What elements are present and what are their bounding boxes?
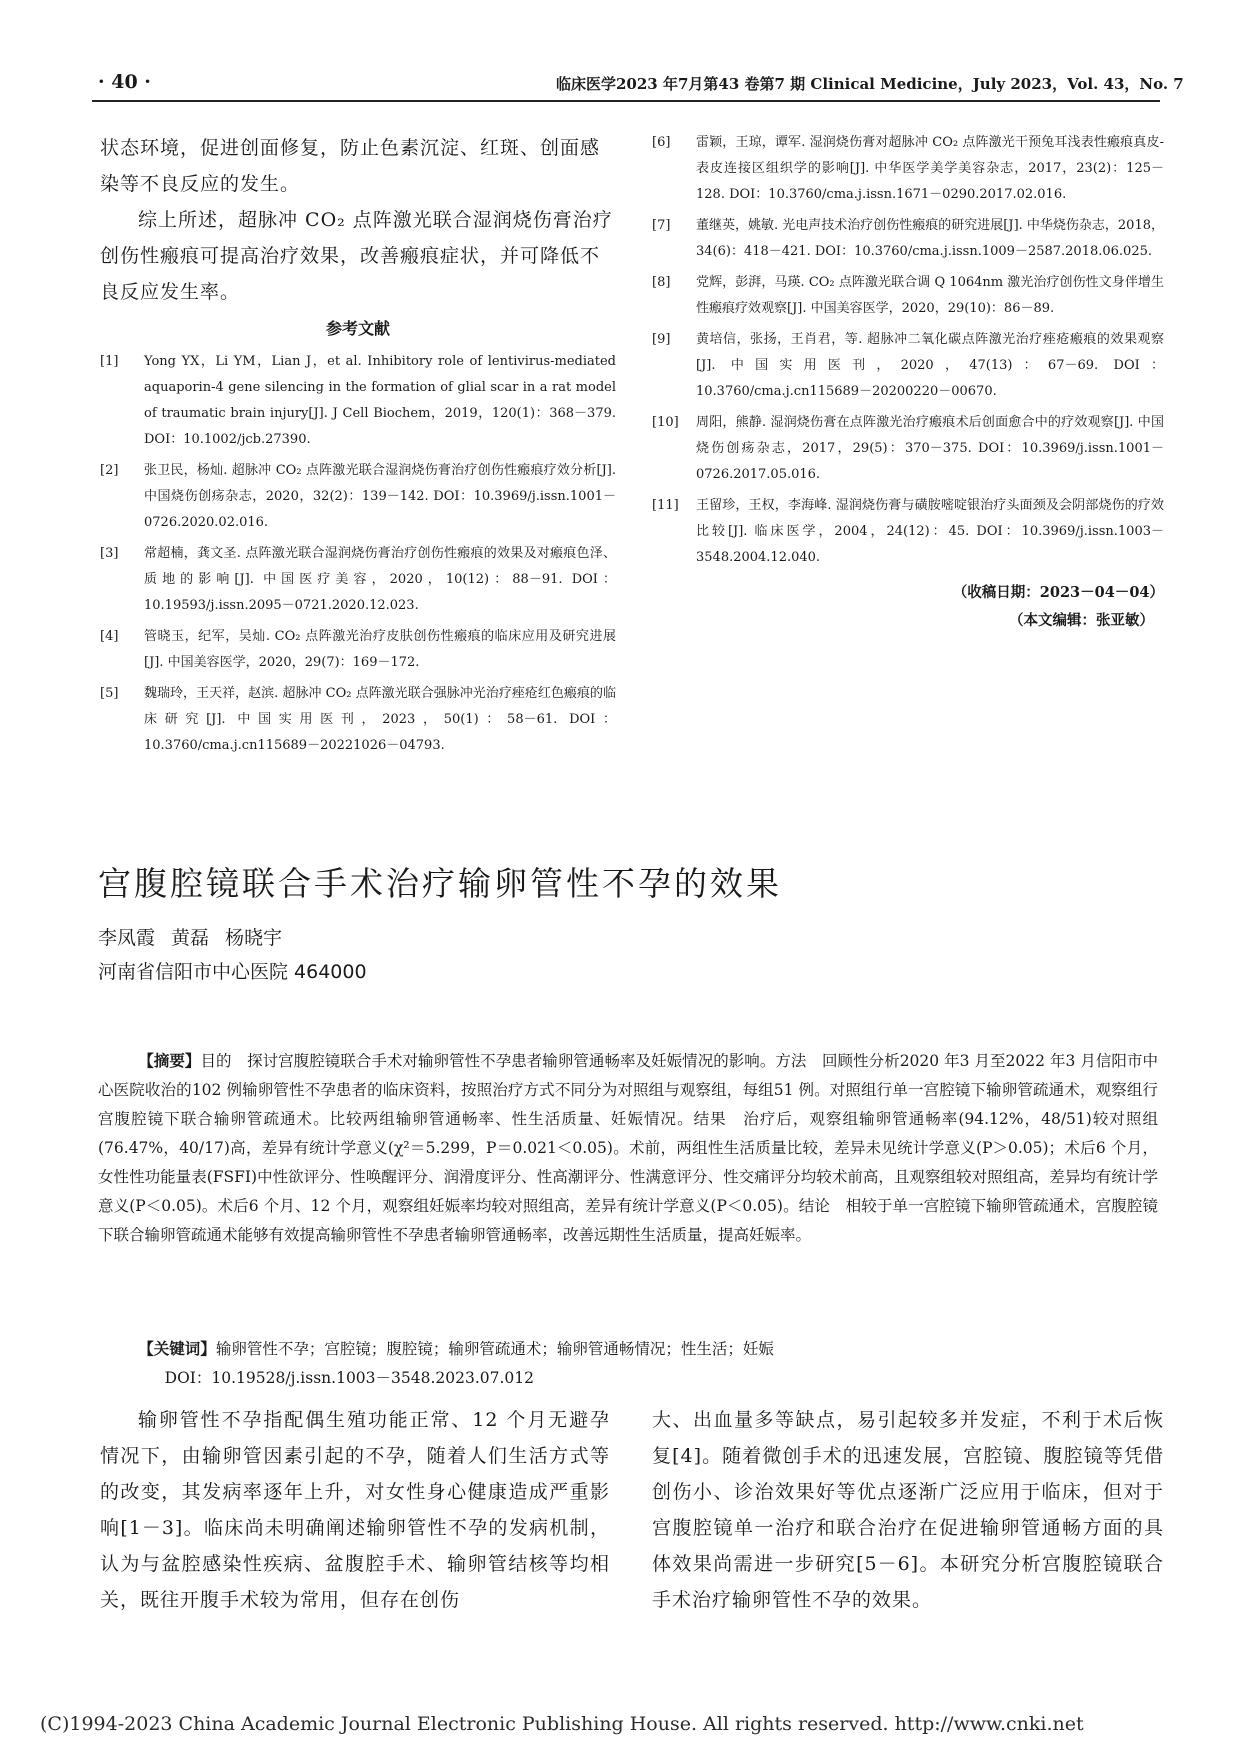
prev-article-paragraph: 状态环境，促进创面修复，防止色素沉淀、红斑、创面感染等不良反应的发生。: [100, 137, 601, 195]
reference-item: [100, 458, 616, 536]
reference-item: [100, 681, 616, 759]
reference-number: [1]: [100, 354, 119, 369]
reference-text: 常超楠，龚文圣. 点阵激光联合湿润烧伤膏治疗创伤性瘢痕的效果及对瘢痕色泽、质地的影响[J]. 中国医疗美容，2020，10(12)：88－91. DOI：10.19593/j.issn.2095－0721.2020.12.023.: [144, 546, 616, 613]
intro-left-column: [100, 1402, 610, 1618]
abstract-label: 【摘要】: [138, 1051, 201, 1070]
references-list-left: [100, 349, 616, 759]
reference-number: [10]: [652, 415, 679, 430]
reference-number: [7]: [652, 218, 671, 233]
article-doi: DOI：10.19528/j.issn.1003－3548.2023.07.012: [164, 1369, 535, 1387]
keywords-block: [98, 1334, 1158, 1393]
prev-article-left-column: [100, 130, 616, 764]
reference-number: [2]: [100, 463, 119, 478]
intro-paragraph-right: 大、出血量多等缺点，易引起较多并发症，不利于术后恢复[4]。随着微创手术的迅速发展，宫腔镜、腹腔镜等凭借创伤小、诊治效果好等优点逐渐广泛应用于临床，但对于宫腹腔镜单一治疗和联合治疗在促进输卵管通畅方面的具体效果尚需进一步研究[5－6]。本研究分析宫腹腔镜联合手术治疗输卵管性不孕的效果。: [652, 1409, 1164, 1611]
abstract-text: 目的 探讨宫腹腔镜联合手术对输卵管性不孕患者输卵管通畅率及妊娠情况的影响。方法 回顾性分析2020 年3 月至2022 年3 月信阳市中心医院收治的102 例输卵管性不孕患者的临床资料，按照治疗方式不同分为对照组与观察组，每组51 例。对照组行单一宫腔镜下输卵管疏通术，观察组行宫腹腔镜下联合输卵管疏通术。比较两组输卵管通畅率、性生活质量、妊娠情况。结果 治疗后，观察组输卵管通畅率(94.12%，48/51)较对照组(76.47%，40/17)高，差异有统计学意义(χ²＝5.299，P＝0.021＜0.05)。术前，两组性生活质量比较，差异未见统计学意义(P＞0.05)；术后6 个月，女性性功能量表(FSFI)中性欲评分、性唤醒评分、润滑度评分、性高潮评分、性满意评分、性交痛评分均较术前高，且观察组较对照组高，差异均有统计学意义(P＜0.05)。术后6 个月、12 个月，观察组妊娠率均较对照组高，差异有统计学意义(P＜0.05)。结论 相较于单一宫腔镜下输卵管疏通术，宫腹腔镜下联合输卵管疏通术能够有效提高输卵管性不孕患者输卵管通畅率，改善远期性生活质量，提高妊娠率。: [98, 1052, 1158, 1244]
reference-text: 雷颖，王琼，谭军. 湿润烧伤膏对超脉冲 CO₂ 点阵激光干预兔耳浅表性瘢痕真皮-表皮连接区组织学的影响[J]. 中华医学美学美容杂志，2017，23(2)：125－128. DOI：10.3760/cma.j.issn.1671－0290.2017.02.016.: [696, 135, 1164, 202]
reference-text: 魏瑞玲，王天祥，赵滨. 超脉冲 CO₂ 点阵激光联合强脉冲光治疗痤疮红色瘢痕的临床研究[J]. 中国实用医刊，2023，50(1)：58－61. DOI：10.3760/cma.j.cn115689－20221026－04793.: [144, 686, 616, 753]
editor-note: （本文编辑：张亚敏）: [1009, 612, 1154, 629]
reference-text: 黄培信，张扬，王肖君，等. 超脉冲二氧化碳点阵激光治疗痤疮瘢痕的效果观察[J]. 中国实用医刊，2020，47(13)：67－69. DOI：10.3760/cma.j.cn115689－20200220－00670.: [696, 332, 1164, 399]
reference-text: 董继英，姚敏. 光电声技术治疗创伤性瘢痕的研究进展[J]. 中华烧伤杂志，2018，34(6)：418－421. DOI：10.3760/cma.j.issn.1009－2587.2018.06.025.: [696, 218, 1164, 259]
reference-item: [652, 410, 1164, 488]
reference-item: [100, 541, 616, 619]
reference-text: 张卫民，杨灿. 超脉冲 CO₂ 点阵激光联合湿润烧伤膏治疗创伤性瘢痕疗效分析[J]. 中国烧伤创疡杂志，2020，32(2)：139－142. DOI：10.3969/j.issn.1001－0726.2020.02.016.: [144, 463, 616, 530]
reference-number: [4]: [100, 629, 119, 644]
reference-number: [5]: [100, 686, 119, 701]
reference-number: [3]: [100, 546, 119, 561]
references-heading: 参考文献: [325, 319, 390, 338]
received-date: （收稿日期：2023－04－04）: [952, 584, 1164, 601]
prev-article-right-column: [652, 130, 1164, 635]
reference-text: 王留珍，王权，李海峰. 湿润烧伤膏与磺胺嘧啶银治疗头面颈及会阴部烧伤的疗效比较[J]. 临床医学，2004，24(12)：45. DOI：10.3969/j.issn.1003－3548.2004.12.040.: [696, 498, 1164, 565]
header-rule: [92, 100, 1160, 102]
reference-item: [100, 349, 616, 453]
prev-article-conclusion: 综上所述，超脉冲 CO₂ 点阵激光联合湿润烧伤膏治疗创伤性瘢痕可提高治疗效果，改善瘢痕症状，并可降低不良反应发生率。: [100, 209, 613, 303]
reference-item: [652, 327, 1164, 405]
reference-number: [11]: [652, 498, 679, 513]
page-number: · 40 ·: [98, 71, 151, 93]
reference-text: 党辉，彭湃，马瑛. CO₂ 点阵激光联合调 Q 1064nm 激光治疗创伤性文身伴增生性瘢痕疗效观察[J]. 中国美容医学，2020，29(10)：86－89.: [696, 275, 1164, 316]
reference-item: [652, 270, 1164, 322]
reference-text: 周阳，熊静. 湿润烧伤膏在点阵激光治疗瘢痕术后创面愈合中的疗效观察[J]. 中国烧伤创疡杂志，2017，29(5)：370－375. DOI：10.3969/j.issn.1001－0726.2017.05.016.: [696, 415, 1164, 482]
article-title: 宫腹腔镜联合手术治疗输卵管性不孕的效果: [98, 864, 782, 903]
reference-item: [652, 213, 1164, 265]
reference-item: [100, 624, 616, 676]
keywords-label: 【关键词】: [138, 1339, 216, 1358]
reference-text: Yong YX，Li YM，Lian J，et al. Inhibitory role of lentivirus-mediated aquaporin-4 gene silencing in the formation of glial scar in a rat model of traumatic brain injury[J]. J Cell Biochem，2019，120(1)：368－379. DOI：10.1002/jcb.27390.: [144, 354, 616, 447]
copyright-footer: (C)1994-2023 China Academic Journal Electronic Publishing House. All rights reserved. http://www.cnki.net: [40, 1713, 1084, 1735]
intro-right-column: [652, 1402, 1164, 1618]
reference-number: [6]: [652, 135, 671, 150]
journal-header: 临床医学2023 年7月第43 卷第7 期 Clinical Medicine，July 2023，Vol. 43，No. 7: [556, 75, 1184, 93]
keywords-text: 输卵管性不孕；宫腔镜；腹腔镜；输卵管疏通术；输卵管通畅情况；性生活；妊娠: [215, 1340, 774, 1358]
reference-number: [8]: [652, 275, 671, 290]
intro-paragraph-left: 输卵管性不孕指配偶生殖功能正常、12 个月无避孕情况下，由输卵管因素引起的不孕，随着人们生活方式等的改变，其发病率逐年上升，对女性身心健康造成严重影响[1－3]。临床尚未明确阐述输卵管性不孕的发病机制，认为与盆腔感染性疾病、盆腹腔手术、输卵管结核等均相关，既往开腹手术较为常用，但存在创伤: [100, 1409, 610, 1611]
abstract: [98, 1046, 1158, 1250]
article-authors: 李凤霞 黄磊 杨晓宇: [98, 927, 283, 949]
references-list-right: [652, 130, 1164, 571]
reference-number: [9]: [652, 332, 671, 347]
article-affiliation: 河南省信阳市中心医院 464000: [98, 961, 367, 983]
reference-item: [652, 493, 1164, 571]
reference-text: 管晓玉，纪军，吴灿. CO₂ 点阵激光治疗皮肤创伤性瘢痕的临床应用及研究进展[J]. 中国美容医学，2020，29(7)：169－172.: [144, 629, 616, 670]
reference-item: [652, 130, 1164, 208]
